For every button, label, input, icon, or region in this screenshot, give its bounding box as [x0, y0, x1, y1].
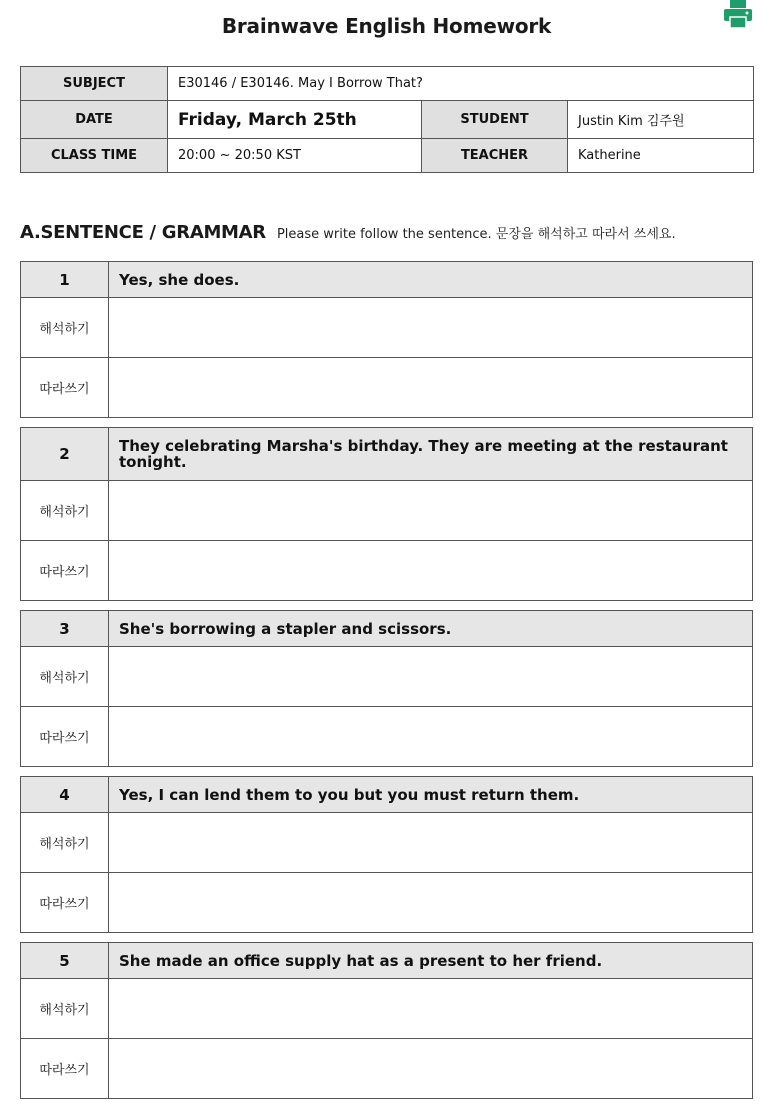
copy-answer-area[interactable]	[109, 358, 753, 418]
question-number: 1	[21, 262, 109, 298]
question-block	[20, 261, 753, 418]
section-heading	[20, 222, 676, 243]
copy-label: 따라쓰기	[21, 1039, 109, 1099]
subject-value: E30146 / E30146. May I Borrow That?	[168, 67, 754, 101]
printer-icon	[722, 0, 754, 30]
translate-answer-area[interactable]	[109, 481, 753, 541]
translate-label: 해석하기	[21, 813, 109, 873]
question-sentence: She's borrowing a stapler and scissors.	[109, 611, 753, 647]
translate-label: 해석하기	[21, 979, 109, 1039]
question-sentence: She made an office supply hat as a present to her friend.	[109, 943, 753, 979]
copy-answer-area[interactable]	[109, 707, 753, 767]
student-value: Justin Kim 김주원	[568, 101, 754, 139]
translate-answer-area[interactable]	[109, 647, 753, 707]
copy-label: 따라쓰기	[21, 541, 109, 601]
translate-answer-area[interactable]	[109, 813, 753, 873]
copy-label: 따라쓰기	[21, 873, 109, 933]
question-block	[20, 942, 753, 1099]
section-title: A.SENTENCE / GRAMMAR	[20, 222, 266, 243]
question-number: 2	[21, 428, 109, 481]
date-value: Friday, March 25th	[168, 101, 422, 139]
class-time-label: CLASS TIME	[21, 139, 168, 173]
copy-answer-area[interactable]	[109, 873, 753, 933]
subject-label: SUBJECT	[21, 67, 168, 101]
print-button[interactable]	[722, 0, 754, 30]
question-sentence: They celebrating Marsha's birthday. They are meeting at the restaurant tonight.	[109, 428, 753, 481]
copy-answer-area[interactable]	[109, 1039, 753, 1099]
question-block	[20, 776, 753, 933]
translate-label: 해석하기	[21, 647, 109, 707]
class-time-value: 20:00 ~ 20:50 KST	[168, 139, 422, 173]
translate-label: 해석하기	[21, 298, 109, 358]
teacher-label: TEACHER	[422, 139, 568, 173]
teacher-value: Katherine	[568, 139, 754, 173]
copy-answer-area[interactable]	[109, 541, 753, 601]
translate-answer-area[interactable]	[109, 298, 753, 358]
info-table	[20, 66, 754, 173]
question-number: 3	[21, 611, 109, 647]
page-title: Brainwave English Homework	[221, 14, 552, 38]
question-block	[20, 427, 753, 601]
translate-label: 해석하기	[21, 481, 109, 541]
student-label: STUDENT	[422, 101, 568, 139]
date-label: DATE	[21, 101, 168, 139]
copy-label: 따라쓰기	[21, 358, 109, 418]
question-number: 4	[21, 777, 109, 813]
question-sentence: Yes, she does.	[109, 262, 753, 298]
translate-answer-area[interactable]	[109, 979, 753, 1039]
copy-label: 따라쓰기	[21, 707, 109, 767]
question-sentence: Yes, I can lend them to you but you must return them.	[109, 777, 753, 813]
question-number: 5	[21, 943, 109, 979]
question-block	[20, 610, 753, 767]
section-instruction: Please write follow the sentence. 문장을 해석하고 따라서 쓰세요.	[276, 227, 676, 242]
